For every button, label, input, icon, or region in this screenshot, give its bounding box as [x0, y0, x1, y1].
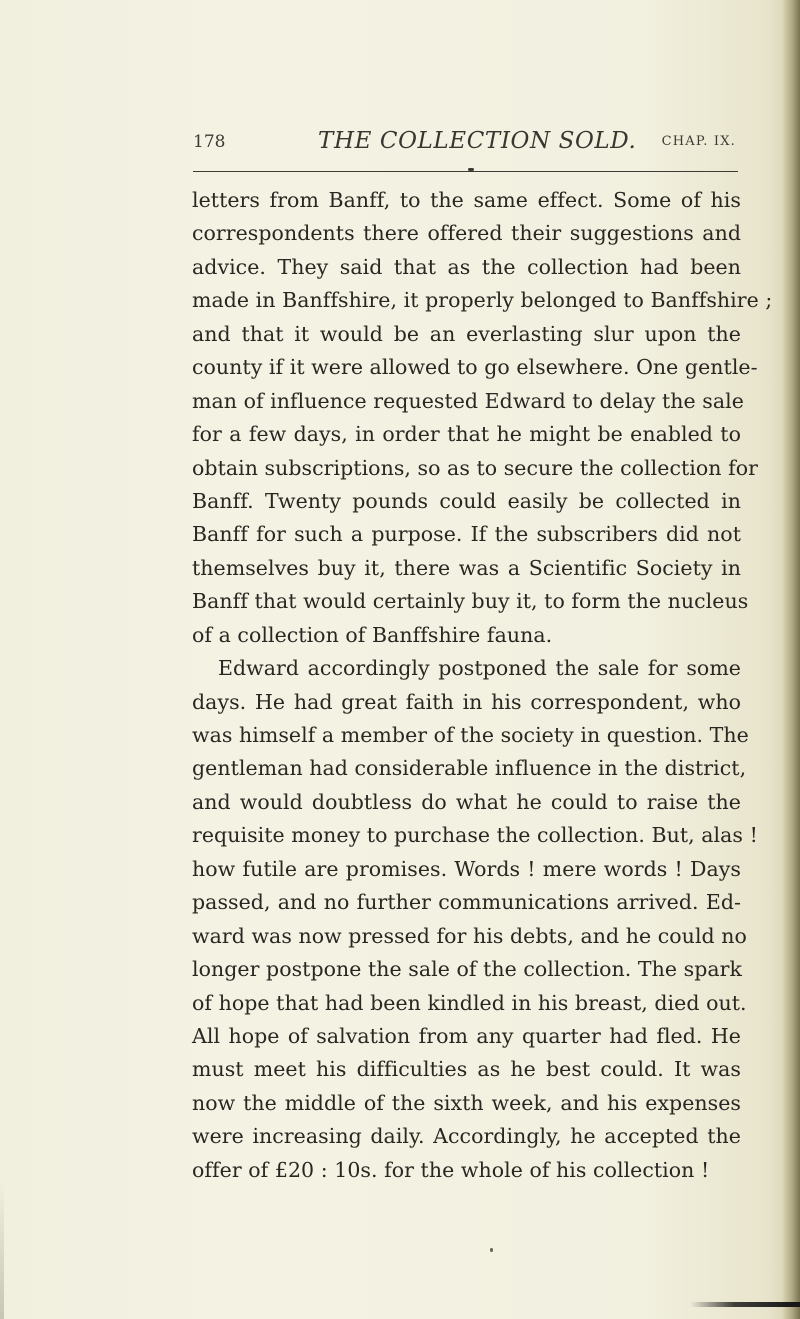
text-line: advice. They said that as the collection had been [192, 254, 741, 279]
text-line: was himself a member of the society in question. The [192, 723, 749, 747]
text-line: themselves buy it, there was a Scientific Society in [192, 555, 741, 580]
text-line: Edward accordingly postponed the sale for some [218, 656, 741, 681]
text-line: and would doubtless do what he could to raise the [192, 789, 741, 814]
text-line: gentleman had considerable influence in the district, [192, 756, 747, 781]
header-rule-mark [468, 168, 474, 171]
text-line: county if it were allowed to go elsewhere. One gentle- [192, 355, 758, 380]
body-text [192, 184, 773, 1187]
text-line: now the middle of the sixth week, and his expenses [192, 1090, 741, 1115]
running-title: THE COLLECTION SOLD. [318, 128, 637, 154]
text-line: letters from Banff, to the same effect. Some of his [192, 188, 741, 212]
text-line: and that it would be an everlasting slur upon the [192, 321, 741, 346]
text-line: of hope that had been kindled in his breast, died out. [192, 990, 747, 1015]
bottom-edge-mark [690, 1302, 800, 1307]
text-line: offer of £20 : 10s. for the whole of his collection ! [192, 1157, 710, 1182]
running-header [193, 128, 738, 162]
ink-speck [490, 1248, 493, 1252]
text-line: days. He had great faith in his correspondent, who [192, 689, 741, 714]
page-left-edge [0, 1180, 4, 1319]
text-line: correspondents there offered their suggestions and [192, 221, 741, 246]
text-line: for a few days, in order that he might be enabled to [192, 422, 741, 447]
text-line: All hope of salvation from any quarter had fled. He [192, 1023, 741, 1048]
page-number: 178 [193, 132, 226, 152]
text-line: made in Banffshire, it properly belonged to Banffshire ; [192, 288, 773, 313]
text-line: ward was now pressed for his debts, and he could no [192, 923, 747, 948]
text-line: man of influence requested Edward to delay the sale [192, 388, 744, 413]
header-rule [193, 171, 738, 172]
text-line: how futile are promises. Words ! mere words ! Days [192, 856, 741, 881]
page-edge-shadow [782, 0, 800, 1319]
text-line: were increasing daily. Accordingly, he accepted the [192, 1124, 741, 1149]
text-line: longer postpone the sale of the collection. The spark [192, 957, 742, 982]
text-line: requisite money to purchase the collection. But, alas ! [192, 823, 758, 848]
chapter-label: CHAP. IX. [661, 134, 736, 149]
text-line: Banff for such a purpose. If the subscribers did not [192, 522, 741, 547]
text-line: must meet his difficulties as he best could. It was [192, 1057, 741, 1082]
text-line: Banff that would certainly buy it, to form the nucleus [192, 589, 749, 614]
text-line: obtain subscriptions, so as to secure the collection for [192, 455, 758, 480]
text-line: Banff. Twenty pounds could easily be collected in [192, 488, 741, 513]
text-line: of a collection of Banffshire fauna. [192, 622, 553, 647]
text-line: passed, and no further communications arrived. Ed- [192, 890, 741, 915]
